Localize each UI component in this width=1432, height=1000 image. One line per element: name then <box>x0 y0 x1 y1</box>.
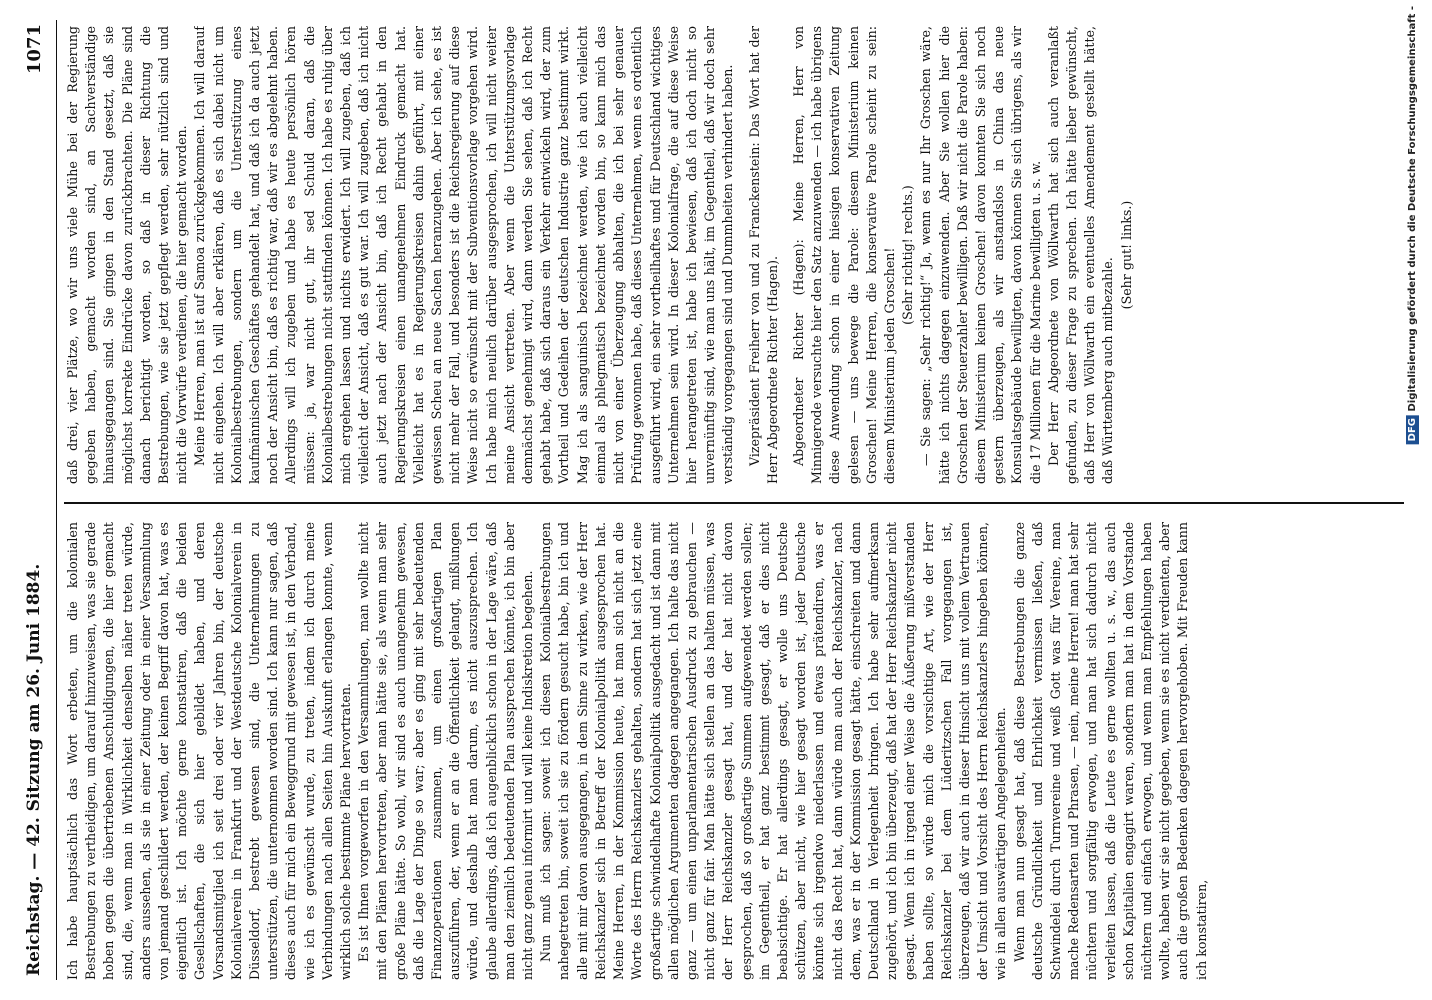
dfg-logo: DFG <box>1406 415 1419 444</box>
paragraph: Der Herr Abgeordnete von Wöllwarth hat sich auch veranlaßt gefunden, zu dieser Frage zu sprechen. Ich hätte lieber gewünscht, daß Herr von Wöllwarth ein eventuelles Amendement gestellt hätte, daß Württemberg auch mitbezahle. <box>1045 26 1116 484</box>
column-divider <box>64 503 1404 505</box>
page-number: 1071 <box>24 24 45 75</box>
digitization-note <box>1406 6 1426 986</box>
paragraph: — Sie sagen: „Sehr richtig!“ Ja, wenn es nur Ihr Groschen wäre, hätte ich nichts dagegen einzuwenden. Aber Sie wollen hier die Groschen der Steuerzahler bewilligen. Daß wir nicht die Parole haben: diesem Ministerium keinen Groschen! davon konnten Sie sich noch gestern überzeugen, als wir anstandslos in China das neue Konsulatsgebäude bewilligten, davon können Sie sich übrigens, als wir die 17 Millionen für die Marine bewilligten u. s. w. <box>918 26 1043 484</box>
paragraph: Meine Herren, man ist auf Samoa zurückgekommen. Ich will darauf nicht eingehen. Ich will aber erklären, daß es sich dabei nicht um Kolonialbestrebungen, sondern um die Unterstützung eines kaufmännischen Geschäftes gehandelt hat, und daß ich da auch jetzt noch der Ansicht bin, daß es richtig war, daß wir es abgelehnt haben. Allerdings will ich zugeben und habe es heute persönlich hören müssen: ja, war nicht gut, ihr sed Schuld daran, daß die Kolonialbestrebungen nicht stattfinden können. Ich habe es ruhig über mich ergehen lassen und nichts erwidert. Ich will zugeben, daß ich vielleicht der Ansicht, daß es gut war. Ich will zugeben, daß ich nicht auch jetzt nach der Ansicht bin, daß ich Recht gehabt in den Regierungskreisen einen unangenehmen Eindruck gemacht hat. Vielleicht hat es in Regierungskreisen dahin geführt, mit einer gewissen Scheu an neue Sachen heranzugehen. Aber ich sehe, es ist nicht mehr der Fall, und besonders ist die Reichsregierung auf diese Weise nicht so erwünscht mit der Subventionsvorlage vorgehen wird. Ich habe mich neulich darüber ausgesprochen, ich will nicht weiter meine Ansicht vertreten. Aber wenn die Unterstützungsvorlage demnächst genehmigt wird, dann werden Sie sehen, daß ich Recht gehabt habe, daß sich daraus ein Verkehr entwickeln wird, der zum Vortheil und Gedeihen der deutschen Industrie ganz bestimmt wirkt. Mag ich als sanguinisch bezeichnet werden, wie ich auch vielleicht einmal als phlegmatisch bezeichnet worden bin, so kann mich das nicht von einer Überzeugung abhalten, die ich bei sehr genauer Prüfung gewonnen habe, daß dieses Unternehmen, wenn es ordentlich ausgeführt wird, ein sehr vortheilhaftes und für Deutschland wichtiges Unternehmen sein wird. In dieser Kolonialfrage, die auf diese Weise hier herangetreten ist, habe ich bewiesen, daß ich doch nicht so unvernünftig sind, wie man uns hält, im Gegentheil, daß wir doch sehr verständig vorgegangen sind und Dummheiten verhindert haben. <box>192 26 736 484</box>
left-column <box>64 522 1409 980</box>
paragraph: Ich habe hauptsächlich das Wort erbeten, um die kolonialen Bestrebungen zu vertheidigen, um darauf hinzuweisen, was sie gerade hoben gegen die übertriebenen Anschuldigungen, die hier gemacht sind, die, wenn man in Wirklichkeit denselben näher treten würde, anders aussehen, als sie in einer Zeitung oder in einer Versammlung von jemand geschildert werden, der keinen Begriff davon hat, was es eigentlich ist. Ich möchte gerne konstatiren, daß die beiden Gesellschaften, die sich hier gebildet haben, und deren Vorsandsmitglied ich seit drei oder vier Jahren bin, der deutsche Kolonialverein in Frankfurt und der Westdeutsche Kolonialverein in Düsseldorf, bestrebt gewesen sind, die Unternehmungen zu unterstützen, die unternommen worden sind. Ich kann nur sagen, daß dieses auch für mich ein Beweggrund mit gewesen ist, in den Verband, wie ich es gewünscht wurde, zu treten, indem ich durch meine Verbindungen nach allen Seiten hin Auskunft erlangen konnte, wenn wirklich solche bestimmte Pläne hervortraten. <box>65 522 354 980</box>
running-header <box>16 20 57 980</box>
paragraph: daß drei, vier Plätze, wo wir uns viele Mühe bei der Regierung gegeben haben, gemacht worden sind, an Sachverständige hinausgegangen sind. Sie gingen in den Stand gesetzt, daß sie möglichst korrekte Eindrücke davon zurückbrachten. Die Pläne sind danach berichtigt worden, so daß in dieser Richtung die Bestrebungen, wie sie jetzt gepflegt werden, sehr nützlich sind und nicht die Vorwürfe verdienen, die hier gemacht worden. <box>65 26 190 484</box>
interjection: (Sehr richtig! rechts.) <box>900 185 916 325</box>
paragraph: Nun muß ich sagen: soweit ich diesen Kolonialbestrebungen nahegetreten bin, soweit ich sie zu fördern gesucht habe, bin ich und alle mit mir davon ausgegangen, in dem Sinne zu wirken, wie der Herr Reichskanzler sich in Betreff der Kolonialpolitik ausgesprochen hat. Meine Herren, in der Kommission heute, hat man sich nicht an die Worte des Herrn Reichskanzlers gehalten, sondern hat sich jetzt eine großartige schwindelhafte Kolonialpolitik ausgedacht und ist dann mit allen möglichen Argumenten dagegen angegangen. Ich halte das nicht ganz — um einen unparlamentarischen Ausdruck zu gebrauchen — nicht ganz für fair. Man hätte sich stellen an das halten müssen, was der Herr Reichskanzler gesagt hat, und der hat nicht davon gesprochen, daß so großartige Summen aufgewendet werden sollen; im Gegentheil, er hat ganz bestimmt gesagt, daß er dies nicht beabsichtige. Er hat allerdings gesagt, er wolle uns Deutsche schützen, aber nicht, wie hier gesagt worden ist, jeder Deutsche könnte sich irgendwo niederlassen und etwas prätendiren, was er nicht das Recht hat, dann würde man auch der Reichskanzler, nach dem, was er in der Kommission gesagt hätte, einschreiten und dann Deutschland in Verlegenheit bringen. Ich habe sehr aufmerksam zugehört, und ich bin überzeugt, daß hat der Herr Reichskanzler nicht gesagt. Wenn ich in irgend einer Weise die Äußerung mißverstanden haben sollte, so würde mich die vorsichtige Art, wie der Herr Reichskanzler bei dem Lüderitzschen Fall vorgegangen ist, überzeugen, daß wir auch in dieser Hinsicht uns mit vollem Vertrauen der Umsicht und Vorsicht des Herrn Reichskanzlers hingeben können, wie in allen auswärtigen Angelegenheiten. <box>538 522 1009 980</box>
right-column <box>64 26 1409 484</box>
paragraph: Wenn man nun gesagt hat, daß diese Bestrebungen die ganze deutsche Gründlichkeit und Ehrlichkeit vermissen ließen, daß Schwindelei durch Turnvereine und weiß Gott was für Vereine, man mache Redensarten und Phrasen, — nein, meine Herren! man hat sehr nüchtern und sorgfältig erwogen, und man hat sich dadurch nicht verleiten lassen, daß die Leute es gerne wollten u. s. w., das auch schon Kapitalien engagirt waren, sondern man hat in dem Vorstande nüchtern und einfach erwogen, und wenn man Empfehlungen haben wollte, haben wir sie nicht gegeben, wenn sie es nicht verdienten, aber auch die großen Bedenken dagegen hervorgehoben. Mit Freuden kann ich konstatiren, <box>1011 522 1209 980</box>
running-title: Reichstag. — 42. Sitzung am 26. Juni 1884. <box>24 563 44 976</box>
speaker-intro: Vizepräsident Freiherr von und zu Franckenstein: Das Wort hat der Herr Abgeordnete Richter (Hagen). <box>746 26 780 484</box>
funding-note: Digitalisierung gefördert durch die Deutsche Forschungsgemeinschaft - <box>1407 6 1418 412</box>
rotated-text-block <box>16 20 1416 980</box>
speech-paragraph: Abgeordneter Richter (Hagen): Meine Herren, Herr von Minnigerode versuchte hier den Satz anzuwenden — ich habe übrigens diese Anwendung schon in einer hiesigen konservativen Zeitung gelesen — uns bewege die Parole: diesem Ministerium keinen Groschen! Meine Herren, die konservative Parole scheint zu sein: diesem Ministerium jeden Groschen! <box>790 26 897 484</box>
paragraph: Es ist Ihnen vorgeworfen in den Versammlungen, man wollte nicht mit den Plänen hervortreten, aber man hätte sie, als wenn man sehr große Pläne hätte. So wohl, wir sind es auch unangenehm gewesen, daß die Lage der Dinge so war; aber es ging mit sehr bedeutenden Finanzoperationen zusammen, um einen großartigen Plan auszuführen, der, wenn er an die Öffentlichkeit gelangt, mißlungen würde, und deshalb hat man darum, es nicht auszusprechen. Ich glaube allerdings, daß ich augenblicklich schon in der Lage wäre, daß man den ziemlich bedeutenden Plan aussprechen könnte, ich bin aber nicht ganz genau informirt und will keine Indiskretion begehen. <box>356 522 536 980</box>
interjection: (Sehr gut! links.) <box>1118 200 1134 310</box>
